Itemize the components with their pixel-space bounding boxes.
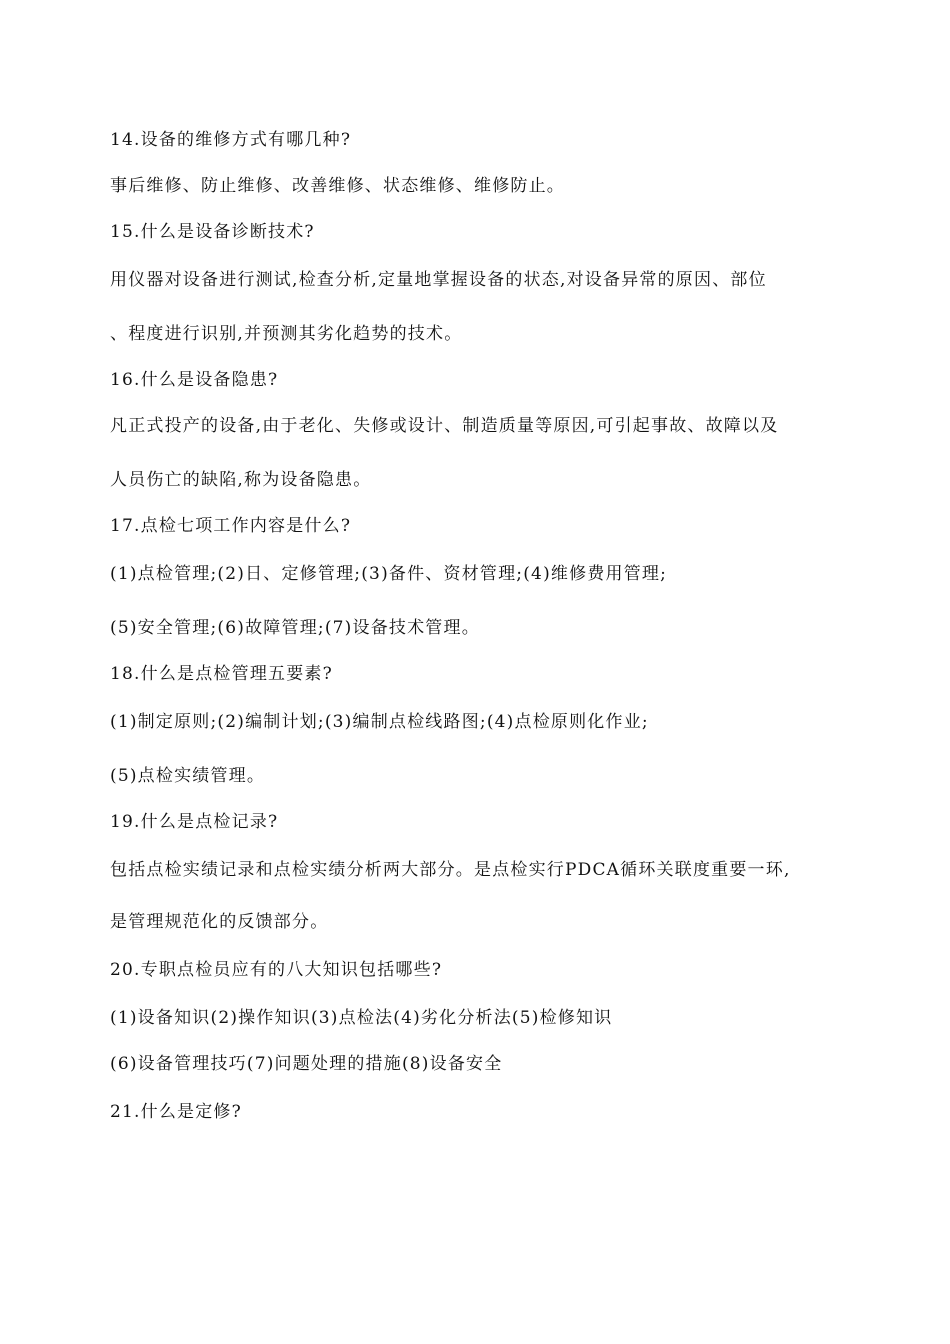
question-15: 15.什么是设备诊断技术?: [110, 222, 315, 242]
answer-17-line-2: (5)安全管理;(6)故障管理;(7)设备技术管理。: [110, 618, 480, 638]
answer-18-line-2: (5)点检实绩管理。: [110, 766, 266, 786]
answer-20-line-1: (1)设备知识(2)操作知识(3)点检法(4)劣化分析法(5)检修知识: [110, 1008, 613, 1028]
answer-15-line-2: 、程度进行识别,并预测其劣化趋势的技术。: [110, 324, 463, 344]
answer-15-line-1: 用仪器对设备进行测试,检查分析,定量地掌握设备的状态,对设备异常的原因、部位: [110, 270, 767, 290]
answer-19-line-2: 是管理规范化的反馈部分。: [110, 912, 329, 932]
question-21: 21.什么是定修?: [110, 1102, 242, 1122]
answer-17-line-1: (1)点检管理;(2)日、定修管理;(3)备件、资材管理;(4)维修费用管理;: [110, 564, 668, 584]
question-18: 18.什么是点检管理五要素?: [110, 664, 333, 684]
question-20: 20.专职点检员应有的八大知识包括哪些?: [110, 960, 443, 980]
question-16: 16.什么是设备隐患?: [110, 370, 279, 390]
answer-14: 事后维修、防止维修、改善维修、状态维修、维修防止。: [110, 176, 565, 196]
question-19: 19.什么是点检记录?: [110, 812, 279, 832]
answer-20-line-2: (6)设备管理技巧(7)问题处理的措施(8)设备安全: [110, 1054, 503, 1074]
answer-19-line-1: 包括点检实绩记录和点检实绩分析两大部分。是点检实行PDCA循环关联度重要一环,: [110, 860, 791, 880]
answer-18-line-1: (1)制定原则;(2)编制计划;(3)编制点检线路图;(4)点检原则化作业;: [110, 712, 649, 732]
answer-16-line-2: 人员伤亡的缺陷,称为设备隐患。: [110, 470, 372, 490]
question-17: 17.点检七项工作内容是什么?: [110, 516, 352, 536]
answer-16-line-1: 凡正式投产的设备,由于老化、失修或设计、制造质量等原因,可引起事故、故障以及: [110, 416, 779, 436]
question-14: 14.设备的维修方式有哪几种?: [110, 130, 352, 150]
